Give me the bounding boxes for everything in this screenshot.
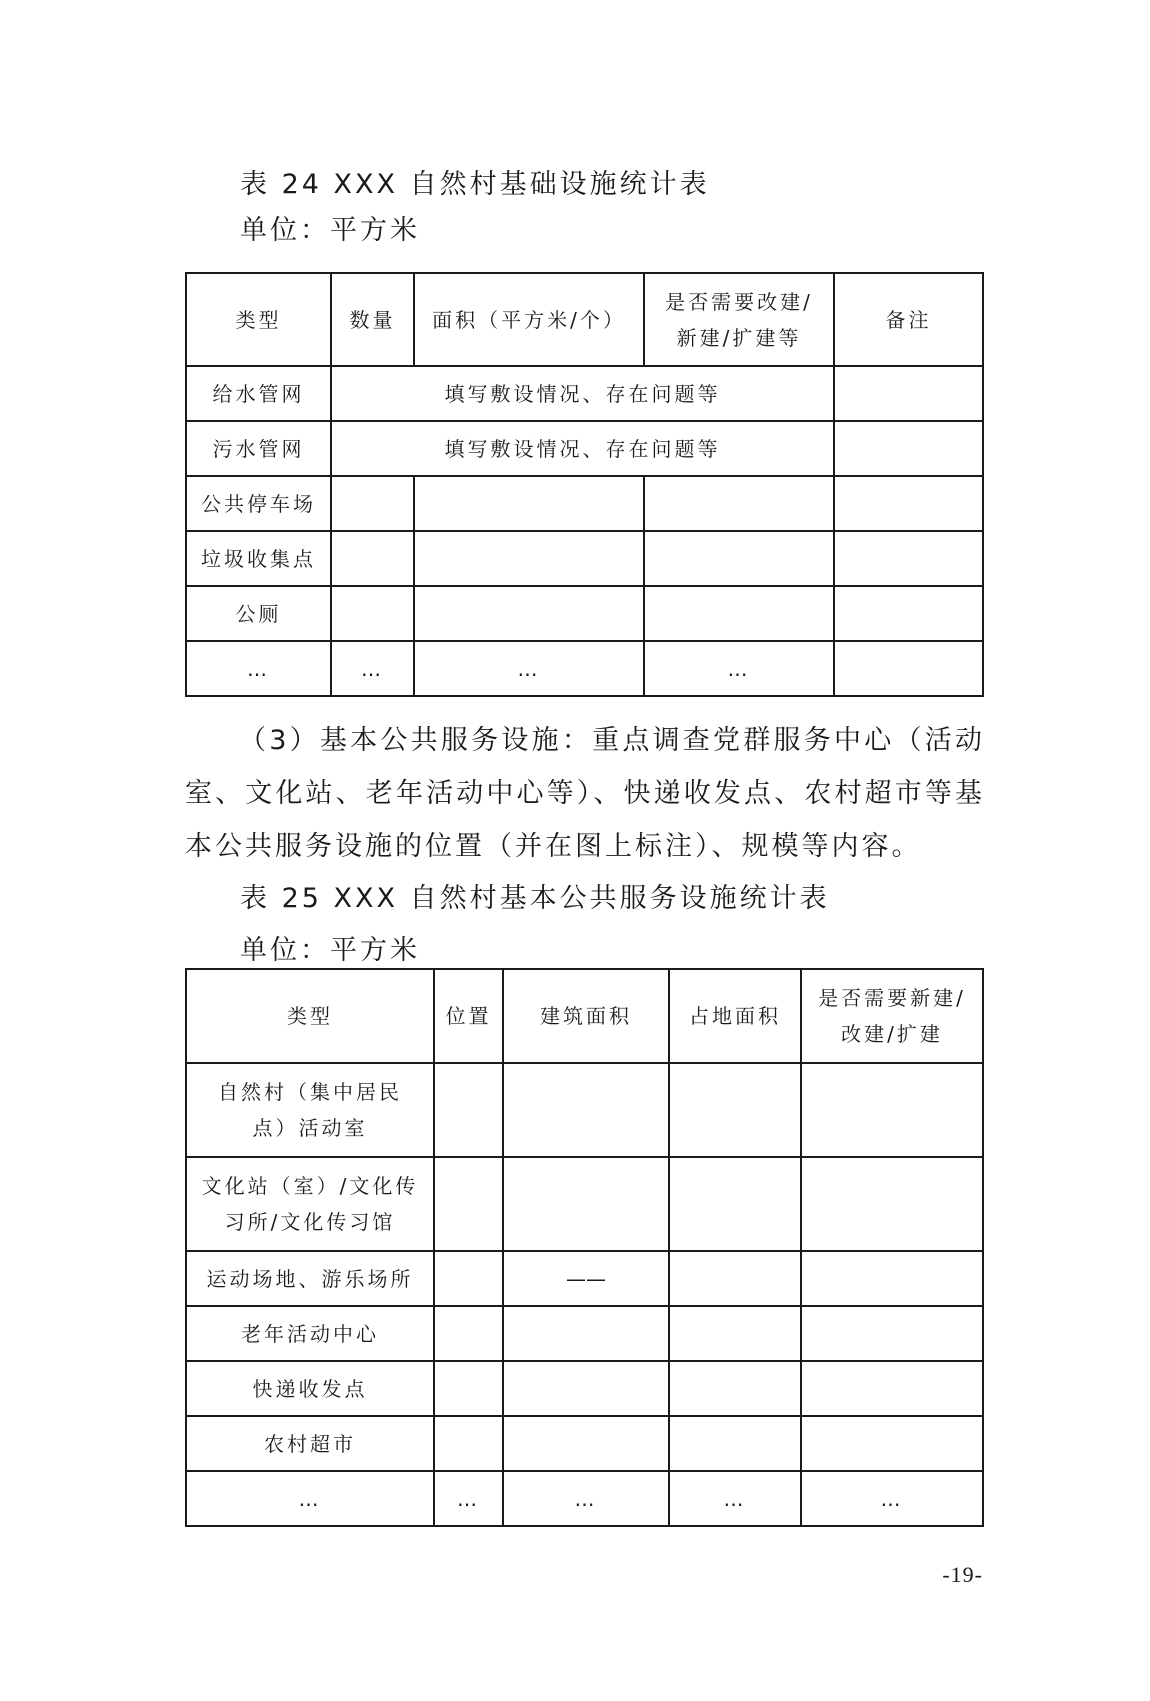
header-cell: 类型	[186, 273, 331, 366]
empty-cell	[801, 1063, 983, 1157]
empty-cell	[669, 1063, 801, 1157]
type-cell: 垃圾收集点	[186, 531, 331, 586]
table-row	[186, 1361, 983, 1416]
empty-cell	[669, 1306, 801, 1361]
table24-unit: 单位：平方米	[240, 215, 420, 246]
type-cell: 给水管网	[186, 366, 331, 421]
empty-cell	[801, 1251, 983, 1306]
merged-cell: 填写敷设情况、存在问题等	[331, 421, 834, 476]
empty-cell	[834, 531, 983, 586]
empty-cell	[414, 531, 644, 586]
ellipsis-cell: …	[414, 641, 644, 696]
table-24	[185, 272, 984, 697]
empty-cell	[503, 1416, 669, 1471]
empty-cell	[801, 1361, 983, 1416]
table-header-row	[186, 273, 983, 366]
table-row	[186, 1306, 983, 1361]
empty-cell	[434, 1251, 503, 1306]
header-cell: 面积（平方米/个）	[414, 273, 644, 366]
ellipsis-cell: …	[503, 1471, 669, 1526]
header-cell: 是否需要改建/新建/扩建等	[644, 273, 834, 366]
empty-cell	[434, 1416, 503, 1471]
table-row	[186, 1063, 983, 1157]
empty-cell	[801, 1416, 983, 1471]
type-cell: 污水管网	[186, 421, 331, 476]
body-paragraph: （3）基本公共服务设施：重点调查党群服务中心（活动室、文化站、老年活动中心等）、快递收发点、农村超市等基本公共服务设施的位置（并在图上标注）、规模等内容。	[185, 725, 985, 862]
empty-cell	[669, 1251, 801, 1306]
remark-cell	[834, 421, 983, 476]
header-cell: 是否需要新建/改建/扩建	[801, 969, 983, 1063]
table-row	[186, 421, 983, 476]
table-row	[186, 1471, 983, 1526]
table-row	[186, 531, 983, 586]
table-row	[186, 366, 983, 421]
ellipsis-cell: …	[186, 641, 331, 696]
type-cell: 文化站（室）/文化传习所/文化传习馆	[186, 1157, 434, 1251]
table-row	[186, 1416, 983, 1471]
table-row	[186, 1157, 983, 1251]
ellipsis-cell: …	[644, 641, 834, 696]
type-cell: 运动场地、游乐场所	[186, 1251, 434, 1306]
empty-cell	[434, 1306, 503, 1361]
empty-cell	[503, 1157, 669, 1251]
header-cell: 建筑面积	[503, 969, 669, 1063]
table-row	[186, 1251, 983, 1306]
table-row	[186, 641, 983, 696]
empty-cell	[414, 586, 644, 641]
ellipsis-cell: …	[331, 641, 414, 696]
empty-cell	[801, 1157, 983, 1251]
type-cell: 农村超市	[186, 1416, 434, 1471]
type-cell: 公共停车场	[186, 476, 331, 531]
empty-cell	[331, 531, 414, 586]
header-cell: 占地面积	[669, 969, 801, 1063]
table24-caption: 表 24 XXX 自然村基础设施统计表	[240, 169, 710, 200]
type-cell: 自然村（集中居民点）活动室	[186, 1063, 434, 1157]
remark-cell	[834, 366, 983, 421]
table-row	[186, 586, 983, 641]
empty-cell	[503, 1306, 669, 1361]
header-cell: 类型	[186, 969, 434, 1063]
empty-cell	[414, 476, 644, 531]
type-cell: 老年活动中心	[186, 1306, 434, 1361]
empty-cell	[669, 1416, 801, 1471]
table-header-row	[186, 969, 983, 1063]
empty-cell	[434, 1063, 503, 1157]
header-cell: 数量	[331, 273, 414, 366]
empty-cell	[644, 476, 834, 531]
dash-cell: ——	[503, 1251, 669, 1306]
empty-cell	[503, 1361, 669, 1416]
empty-cell	[434, 1157, 503, 1251]
empty-cell	[434, 1361, 503, 1416]
empty-cell	[644, 586, 834, 641]
table25-caption: 表 25 XXX 自然村基本公共服务设施统计表	[240, 883, 830, 914]
ellipsis-cell: …	[801, 1471, 983, 1526]
empty-cell	[331, 586, 414, 641]
empty-cell	[834, 641, 983, 696]
empty-cell	[331, 476, 414, 531]
empty-cell	[801, 1306, 983, 1361]
table25-unit: 单位：平方米	[240, 935, 420, 966]
empty-cell	[503, 1063, 669, 1157]
type-cell: 公厕	[186, 586, 331, 641]
empty-cell	[644, 531, 834, 586]
ellipsis-cell: …	[186, 1471, 434, 1526]
empty-cell	[669, 1361, 801, 1416]
table-25	[185, 968, 984, 1527]
table-row	[186, 476, 983, 531]
type-cell: 快递收发点	[186, 1361, 434, 1416]
header-cell: 备注	[834, 273, 983, 366]
ellipsis-cell: …	[669, 1471, 801, 1526]
empty-cell	[834, 476, 983, 531]
empty-cell	[834, 586, 983, 641]
ellipsis-cell: …	[434, 1471, 503, 1526]
merged-cell: 填写敷设情况、存在问题等	[331, 366, 834, 421]
empty-cell	[669, 1157, 801, 1251]
header-cell: 位置	[434, 969, 503, 1063]
page-number: -19-	[942, 1562, 983, 1587]
